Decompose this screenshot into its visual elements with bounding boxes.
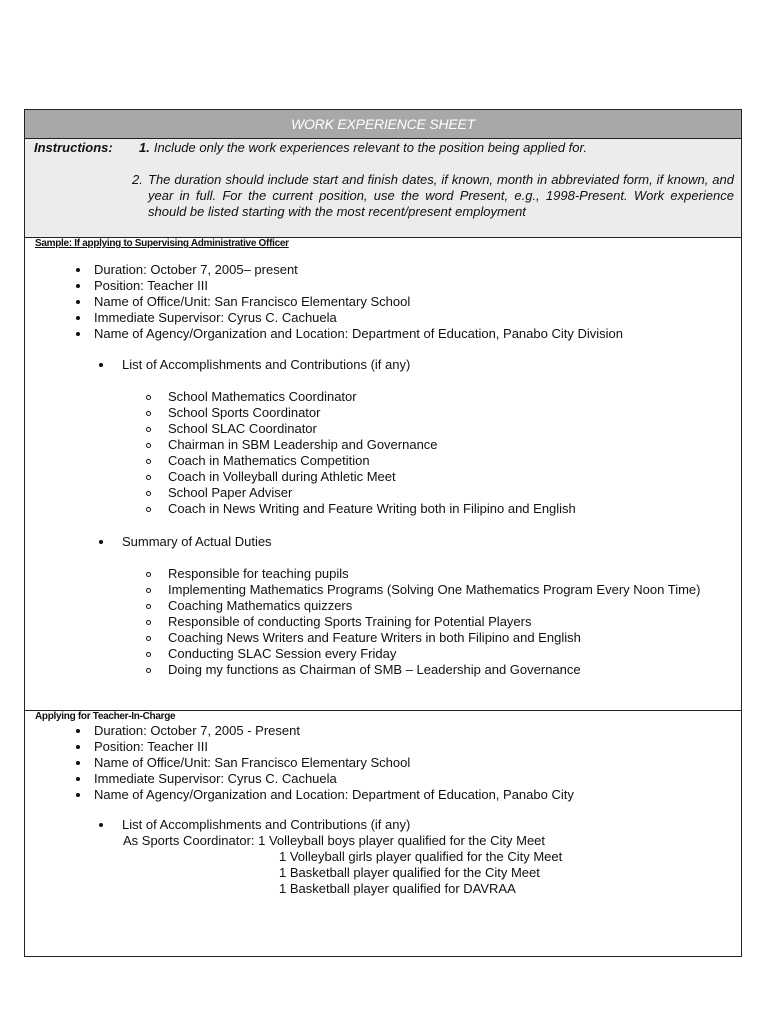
- list-item: Chairman in SBM Leadership and Governance: [145, 437, 576, 453]
- list-item: Coach in Volleyball during Athletic Meet: [145, 469, 576, 485]
- list-item: Responsible of conducting Sports Training for Potential Players: [145, 614, 705, 630]
- list-item: Immediate Supervisor: Cyrus C. Cachuela: [75, 771, 574, 787]
- list-item: 1 Basketball player qualified for DAVRAA: [279, 881, 516, 896]
- list-item: Name of Office/Unit: San Francisco Elementary School: [75, 755, 574, 771]
- list-item: Position: Teacher III: [75, 278, 623, 294]
- sheet-title: WORK EXPERIENCE SHEET: [25, 110, 741, 139]
- list-item: Duration: October 7, 2005– present: [75, 262, 623, 278]
- duties-list: [145, 566, 705, 678]
- list-item: Name of Office/Unit: San Francisco Elementary School: [75, 294, 623, 310]
- detail-list: [75, 262, 623, 342]
- list-item: School SLAC Coordinator: [145, 421, 576, 437]
- list-item: School Sports Coordinator: [145, 405, 576, 421]
- list-item: Coaching Mathematics quizzers: [145, 598, 705, 614]
- list-item: 1 Volleyball girls player qualified for the City Meet: [279, 849, 563, 864]
- list-item: 1 Basketball player qualified for the City Meet: [279, 865, 540, 880]
- list-item: School Mathematics Coordinator: [145, 389, 576, 405]
- list-item: Name of Agency/Organization and Location: Department of Education, Panabo City: [75, 787, 574, 803]
- list-item: Coach in News Writing and Feature Writing both in Filipino and English: [145, 501, 576, 517]
- list-item: Coaching News Writers and Feature Writers in both Filipino and English: [145, 630, 705, 646]
- instructions-label: Instructions:: [34, 140, 113, 155]
- sports-accomplishments: [123, 833, 562, 897]
- list-item: Immediate Supervisor: Cyrus C. Cachuela: [75, 310, 623, 326]
- teacher-in-charge-heading: Applying for Teacher-In-Charge: [35, 711, 176, 722]
- instructions-block: [25, 139, 741, 238]
- sports-coordinator-label: As Sports Coordinator:: [123, 833, 255, 848]
- teacher-in-charge-section: [25, 711, 741, 958]
- instruction-1-text: Include only the work experiences relevant to the position being applied for.: [153, 140, 587, 155]
- list-item: Position: Teacher III: [75, 739, 574, 755]
- list-item: 1 Volleyball boys player qualified for the City Meet: [258, 833, 546, 848]
- sample-section: [25, 238, 741, 711]
- instruction-1-number: 1.: [139, 140, 150, 155]
- list-item: Coach in Mathematics Competition: [145, 453, 576, 469]
- work-experience-sheet: [24, 109, 742, 957]
- sports-row: [123, 833, 562, 849]
- accomplishments-heading: List of Accomplishments and Contributions (if any): [98, 357, 410, 373]
- instruction-item-1: [139, 140, 587, 155]
- sample-heading: Sample: If applying to Supervising Administrative Officer: [35, 238, 289, 249]
- list-item: Name of Agency/Organization and Location: Department of Education, Panabo City Division: [75, 326, 623, 342]
- accomplishments-list: [145, 389, 576, 517]
- list-item: Duration: October 7, 2005 - Present: [75, 723, 574, 739]
- duties-heading: Summary of Actual Duties: [98, 534, 272, 550]
- list-item: Responsible for teaching pupils: [145, 566, 705, 582]
- instruction-2-text: The duration should include start and finish dates, if known, month in abbreviated form, if known, and year in full. For the current position, use the word Present, e.g., 1998-Present. Work experience should be listed starting with the most recent/present employment: [148, 172, 734, 219]
- list-item: School Paper Adviser: [145, 485, 576, 501]
- list-item: Conducting SLAC Session every Friday: [145, 646, 705, 662]
- list-item: Implementing Mathematics Programs (Solving One Mathematics Program Every Noon Time): [145, 582, 705, 598]
- instruction-2-number: 2.: [132, 172, 143, 187]
- accomplishments-heading: List of Accomplishments and Contributions (if any): [98, 817, 410, 833]
- detail-list: [75, 723, 574, 803]
- list-item: Doing my functions as Chairman of SMB – Leadership and Governance: [145, 662, 705, 678]
- instruction-item-2: [132, 172, 734, 220]
